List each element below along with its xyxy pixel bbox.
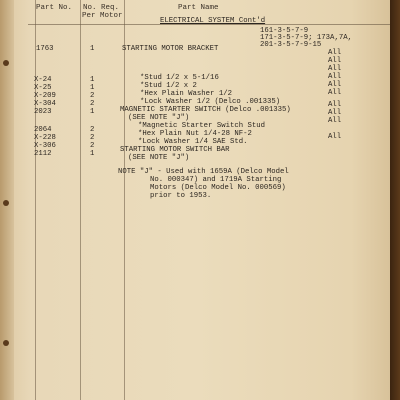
- applies-to: All: [328, 109, 342, 117]
- part-name: (SEE NOTE "J"): [128, 154, 190, 162]
- applies-to: All: [328, 65, 342, 73]
- binding-hole: [3, 340, 9, 346]
- part-name: MAGNETIC STARTER SWITCH (Delco .001335): [120, 106, 291, 114]
- part-name: (SEE NOTE "J"): [128, 114, 190, 122]
- part-number: 2023: [34, 108, 52, 116]
- applies-to: All: [328, 101, 342, 109]
- quantity: 2: [90, 92, 95, 100]
- book-edge: [390, 0, 400, 400]
- part-name: *Lock Washer 1/4 SAE Std.: [138, 138, 248, 146]
- column-rule: [80, 0, 81, 400]
- part-number: 2064: [34, 126, 52, 134]
- applies-to: All: [328, 49, 342, 57]
- serial-range: 171-3-5-7-9; 173A,7A,: [260, 34, 352, 42]
- applies-to: All: [328, 133, 342, 141]
- header-per-motor: Per Motor: [82, 12, 123, 20]
- part-name: *Hex Plain Nut 1/4-28 NF-2: [138, 130, 252, 138]
- quantity: 2: [90, 126, 95, 134]
- header-no-req: No. Req.: [83, 4, 120, 12]
- part-name: *Lock Washer 1/2 (Delco .001335): [140, 98, 281, 106]
- section-title: ELECTRICAL SYSTEM Cont'd: [160, 17, 266, 25]
- part-number: X-25: [34, 84, 52, 92]
- header-part-name: Part Name: [178, 4, 219, 12]
- part-name: STARTING MOTOR SWITCH BAR: [120, 146, 230, 154]
- column-rule: [35, 0, 36, 400]
- applies-to: All: [328, 81, 342, 89]
- part-number: X-24: [34, 76, 52, 84]
- binding-hole: [3, 200, 9, 206]
- part-number: X-228: [34, 134, 56, 142]
- applies-to: All: [328, 117, 342, 125]
- part-name: STARTING MOTOR BRACKET: [122, 45, 219, 53]
- applies-to: All: [328, 89, 342, 97]
- part-name: *Hex Plain Washer 1/2: [140, 90, 232, 98]
- quantity: 2: [90, 142, 95, 150]
- note-line: No. 000347) and 1719A Starting: [150, 176, 282, 184]
- quantity: 1: [90, 76, 95, 84]
- quantity: 1: [90, 108, 95, 116]
- part-name: *Magnetic Starter Switch Stud: [138, 122, 265, 130]
- serial-range: 201-3-5-7-9-15: [260, 41, 322, 49]
- part-number: X-209: [34, 92, 56, 100]
- binding-hole: [3, 60, 9, 66]
- quantity: 1: [90, 84, 95, 92]
- note-line: prior to 1953.: [150, 192, 212, 200]
- part-number: X-304: [34, 100, 56, 108]
- column-rule: [124, 0, 125, 400]
- serial-range: 161-3-5-7-9: [260, 27, 309, 35]
- part-name: *Stud 1/2 x 5-1/16: [140, 74, 219, 82]
- part-number: 1763: [36, 45, 54, 53]
- part-name: *Stud 1/2 x 2: [140, 82, 197, 90]
- part-number: 2112: [34, 150, 52, 158]
- quantity: 1: [90, 150, 95, 158]
- applies-to: All: [328, 57, 342, 65]
- quantity: 2: [90, 134, 95, 142]
- note-line: Motors (Delco Model No. 000569): [150, 184, 286, 192]
- quantity: 2: [90, 100, 95, 108]
- part-number: X-306: [34, 142, 56, 150]
- header-part-no: Part No.: [36, 4, 73, 12]
- note-line: NOTE "J" - Used with 1659A (Delco Model: [118, 168, 289, 176]
- quantity: 1: [90, 45, 95, 53]
- page-binding: [0, 0, 14, 400]
- applies-to: All: [328, 73, 342, 81]
